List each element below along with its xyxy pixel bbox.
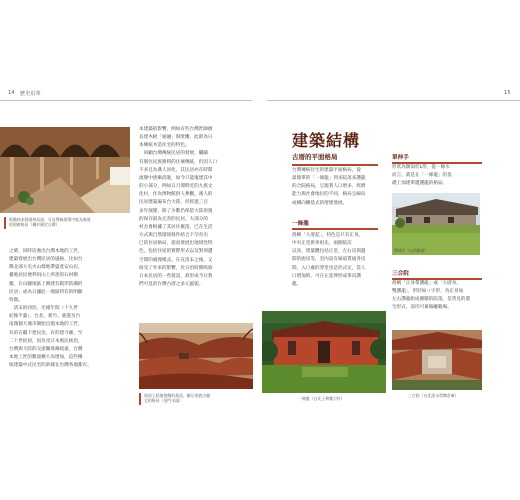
arcade-courtyard-photo <box>0 127 130 213</box>
right-page-number: 15 <box>504 90 511 96</box>
header-rule-left <box>0 100 252 101</box>
term3-text: 俗稱「正身帶護龍」或「大厝身， 雙護龍」，形狀如ㄇ字形，為正身加 左右護龍組成圍牆的院落，是常見的農 宅形式，前埕可兼做曬穀場。 <box>392 281 471 311</box>
one-row-house-photo <box>262 311 386 393</box>
photo-house2-caption: 單伸手（台南後壁） <box>394 248 429 253</box>
term1-title: 一條龍 <box>292 221 309 227</box>
three-side-courtyard-photo <box>392 330 482 390</box>
subsection-title: 古厝的平面格局 <box>292 153 338 161</box>
single-wing-house-photo <box>392 193 480 255</box>
photo1-caption-bar <box>4 217 6 229</box>
section-title: 建築結構 <box>292 131 361 150</box>
term2-title: 單伸手 <box>392 155 409 161</box>
left-section-name: 歷史沿革 <box>20 91 41 97</box>
photo1-caption: 板橋林本源園林局部，可見傳統建築中庭及廊道 的迴廊格局（攝於國定古蹟） <box>9 217 91 228</box>
term3-title: 三合院 <box>392 271 409 277</box>
intro-text: 台灣傳統住宅的建築平面格局，從 最簡單的「一條龍」到多院落多護龍 的合院格局，呈現著人口增多、經濟 能力與社會地位的不同，格局呈線向 或橫向擴延式的增建發展。 <box>292 168 366 206</box>
photo2-caption-bar <box>139 393 141 405</box>
photo-house1-caption: 一條龍（台北土林雙可村） <box>298 396 345 401</box>
term1-text: 俗稱「大厝起」，特色是只有正身， 中央正堂供奉祖先，兩側依次 以身，建築體包括正堂、左右房與邊 間的廚房等，室內設有廊道貫通各房 間，入口處的穿堂也是形式定，當人 口增加時，可在左延伸形成單向護 龍。 <box>292 233 366 287</box>
photo-house3-caption: 三合院（台北淡水殼牌倉庫） <box>408 393 459 398</box>
term2-text: 形狀為類似於L形，從一條水 而言，就是在「一條龍」的基 礎上加建單邊護龍的格局。 <box>392 165 452 187</box>
subsection-rule <box>292 164 378 166</box>
photo2-caption: 屋頂上彩繪裝飾的燕尾，顯示豪族宗親 宅的格局（金門水頭） <box>144 393 211 404</box>
left-column-a-text: 之眾，同時培養出台灣本地的工匠， 建築發展出台灣民居的風格。比如台 灣北部大屯火山群地帶盛產安山岩， 臺地居民便利用山上所產的石材砌 牆，在山腳地區上興建有穀形防潮的 民居；或為日據此一地區特有的明顯 特徵。 清末的同治、光緒年間（十九世 紀後半葉），台北、新竹、鹿港及台 南幾個大城市開始出現本地的工匠， 有的在職下建民房，有的建寺廟，至 二十世紀初，因為受日本殖民統治， 台灣與大陸的交流關係漸疏遠，台灣 本地工匠的數量擴大為增加，這些傳 統建築中式民宅的款樣在台灣各地都有。 <box>9 249 92 369</box>
term1-rule <box>292 228 378 230</box>
roof-swallowtail-photo <box>139 323 253 389</box>
left-column-b-text: 本建築的影響，例如有些台灣匠師擅 長建木板「通融」與壁雕，此即為日 本傳統木造住宅的特色。 回顧台灣傳統民居的發展，纖細 有層住民族務時的住壞傳統，但因人口 不多且為漢人同化，其民居亦在時間 流變中逐漸消逝，如今只能復建其中 的小部分，例如日月潭附近的九族文 化村，作為博物館供人參觀。漢人的 民居建築遍布台大陸，但經過三百 多年演變，除了少數仍保留大陸原貌 的保存最為完善的民居，大部分的 村舍會根據了其居住聚落，已在生活 方式與自然環境條件結合下孕育出 已的住居格局，從而發展出地域性特 色，包括住屋的實際形式以及對周遭 空間的處理模式。在宣清末之後，又 接受了外來的影響，於日治時期吸收 日本民居的一些裝設，故形成今日我 們可見的台灣古厝之多元風貌。 <box>139 127 218 287</box>
header-rule-right <box>267 100 520 101</box>
left-page-number: 14 <box>8 90 15 96</box>
